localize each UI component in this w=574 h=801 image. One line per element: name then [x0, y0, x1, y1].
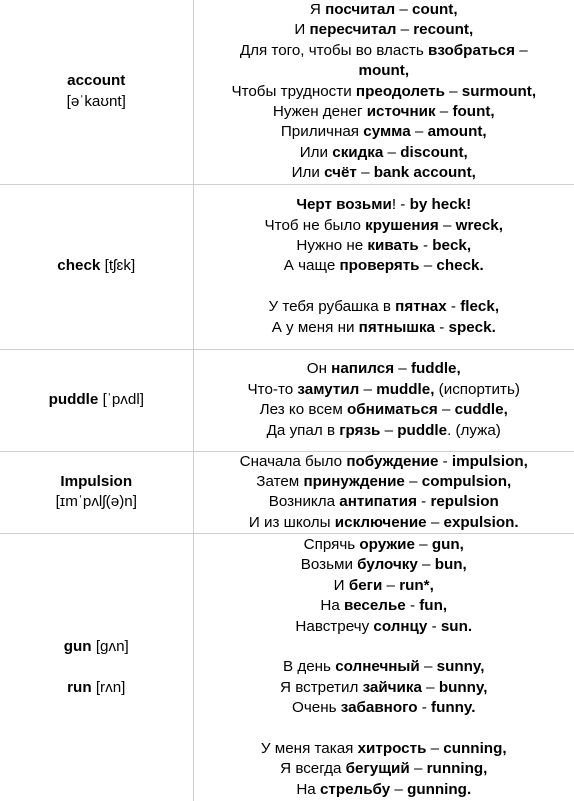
rhyme-text: –	[359, 380, 377, 398]
rhyme-keyword: солнечный	[335, 658, 420, 676]
rhyme-line	[198, 576, 571, 596]
rhyme-keyword: mount,	[358, 62, 410, 80]
rhyme-text: –	[382, 576, 400, 594]
rhyme-line	[198, 452, 571, 472]
transcription: [rʌn]	[95, 678, 126, 696]
rhyme-text: Или	[291, 164, 325, 182]
rhyme-keyword: gunning.	[407, 780, 472, 798]
rhyme-line	[198, 82, 571, 102]
rhyme-line	[198, 492, 571, 512]
rhyme-keyword: surmount,	[461, 82, 537, 100]
rhyme-text: –	[395, 1, 412, 18]
vocab-row	[0, 534, 574, 801]
rhyme-keyword: fun,	[419, 597, 448, 615]
rhyme-text: –	[435, 103, 453, 121]
rhyme-keyword: беги	[348, 576, 383, 594]
rhyme-keyword: recount,	[413, 21, 474, 39]
rhyme-keyword: by heck!	[409, 196, 472, 214]
rhyme-text: –	[394, 360, 411, 378]
headword-entry	[4, 390, 189, 410]
rhyme-line	[198, 297, 571, 317]
rhyme-line	[198, 596, 571, 616]
rhyme-text: Нужно не	[296, 237, 368, 255]
rhyme-keyword: bunny,	[438, 678, 488, 696]
rhyme-text: Он	[306, 360, 332, 378]
rhyme-keyword: сумма	[363, 123, 411, 141]
rhyme-line	[198, 61, 571, 81]
rhyme-text: Чтоб не было	[264, 216, 366, 234]
rhyme-keyword: muddle,	[376, 380, 435, 398]
headword-cell	[0, 0, 193, 184]
rhyme-text: -	[438, 452, 452, 470]
headword-entry	[4, 472, 189, 513]
rhyme-keyword: пятнышка	[358, 318, 435, 336]
rhyme-text: Я всегда	[280, 760, 346, 778]
headword-entry	[4, 678, 189, 698]
rhyme-text: -	[416, 493, 431, 511]
rhyme-text: –	[356, 164, 374, 182]
rhyme-keyword: взобраться	[428, 41, 515, 59]
rhyme-text: -	[435, 318, 449, 336]
rhyme-text: Нужен денег	[272, 103, 367, 121]
rhyme-line	[198, 472, 571, 492]
rhyme-text: Для того, чтобы во власть	[239, 41, 428, 59]
rhyme-keyword: bun,	[434, 556, 467, 574]
rhyme-text: . (лужа)	[447, 421, 501, 439]
rhyme-text: –	[426, 739, 444, 757]
rhyme-keyword: fount,	[452, 103, 495, 121]
rhyme-text: –	[417, 556, 435, 574]
rhyme-line	[198, 318, 571, 338]
headword: gun	[63, 638, 92, 656]
rhyme-line	[198, 163, 571, 183]
rhyme-text: Что-то	[247, 380, 298, 398]
headword-cell	[0, 349, 193, 451]
rhyme-keyword: забавного	[340, 699, 418, 717]
rhyme-text: –	[426, 513, 444, 531]
rhyme-text: –	[438, 216, 456, 234]
rhyme-keyword: грязь	[339, 421, 381, 439]
headword-entry	[4, 637, 189, 657]
rhyme-text: -	[417, 699, 432, 717]
rhyme-keyword: sun.	[440, 617, 473, 635]
rhyme-text: –	[396, 21, 414, 39]
headword: run	[67, 678, 92, 696]
rhyme-text: –	[390, 780, 408, 798]
rhyme-line	[198, 698, 571, 718]
rhyme-keyword: принуждение	[303, 473, 405, 491]
rhyme-text: Возьми	[300, 556, 358, 574]
vocab-row	[0, 451, 574, 534]
rhyme-line	[198, 555, 571, 575]
rhyme-keyword: compulsion,	[421, 473, 512, 491]
rhyme-text: Спрячь	[303, 535, 360, 553]
rhyme-keyword: check.	[436, 257, 484, 275]
rhyme-line	[198, 102, 571, 122]
rhyme-spacer	[198, 719, 571, 739]
rhyme-keyword: beck,	[432, 237, 472, 255]
rhyme-text: А чаще	[283, 257, 340, 275]
rhyme-keyword: замутил	[297, 380, 360, 398]
rhyme-line	[198, 256, 571, 276]
rhyme-keyword: источник	[366, 103, 436, 121]
rhyme-line	[198, 678, 571, 698]
headword-entry	[4, 256, 189, 276]
rhyme-line	[198, 195, 571, 215]
rhyme-line	[198, 400, 571, 420]
rhyme-keyword: пятнах	[395, 298, 447, 316]
rhyme-keyword: побуждение	[346, 452, 439, 470]
vocab-row	[0, 0, 574, 184]
rhyme-keyword: антипатия	[339, 493, 417, 511]
rhyme-line	[198, 20, 571, 40]
rhyme-line	[198, 143, 571, 163]
rhyme-keyword: крушения	[365, 216, 439, 234]
rhyme-spacer	[198, 637, 571, 657]
rhyme-line	[198, 41, 571, 61]
rhyme-keyword: speck.	[448, 318, 496, 336]
rhyme-line	[198, 122, 571, 142]
rhyme-text: –	[437, 401, 455, 419]
rhyme-text: (испортить)	[434, 380, 520, 398]
rhyme-text: И	[333, 576, 349, 594]
rhyme-text: –	[383, 143, 401, 161]
rhyme-text: -	[418, 237, 433, 255]
rhyme-line	[198, 0, 571, 20]
rhyme-cell	[193, 534, 574, 801]
headword: check	[57, 257, 101, 275]
headword: Impulsion	[60, 473, 133, 491]
rhyme-cell	[193, 451, 574, 534]
headword-cell	[0, 534, 193, 801]
rhyme-text: Очень	[292, 699, 341, 717]
rhyme-keyword: discount,	[400, 143, 468, 161]
rhyme-keyword: run*,	[399, 576, 434, 594]
rhyme-keyword: солнцу	[373, 617, 428, 635]
transcription: [ɪmˈpʌlʃ(ə)n]	[55, 493, 137, 511]
transcription: [ˈpʌdl]	[102, 390, 144, 408]
rhyme-keyword: оружие	[359, 535, 415, 553]
rhyme-text: –	[419, 257, 437, 275]
rhyme-text: Затем	[256, 473, 304, 491]
vocab-row	[0, 349, 574, 451]
rhyme-keyword: проверять	[339, 257, 420, 275]
rhyme-keyword: Черт возьми	[296, 196, 392, 214]
rhyme-text: Я встретил	[280, 678, 363, 696]
rhyme-keyword: посчитал	[325, 1, 396, 18]
rhyme-text: Навстречу	[295, 617, 374, 635]
rhyme-keyword: fuddle,	[410, 360, 461, 378]
rhyme-keyword: пересчитал	[309, 21, 397, 39]
rhyme-text: Да упал в	[266, 421, 340, 439]
rhyme-text: Я	[309, 1, 326, 18]
rhyme-keyword: обниматься	[347, 401, 438, 419]
rhyme-keyword: fleck,	[460, 298, 500, 316]
rhyme-keyword: sunny,	[436, 658, 485, 676]
rhyme-spacer	[198, 277, 571, 297]
rhyme-cell	[193, 184, 574, 349]
rhyme-text: У меня такая	[260, 739, 358, 757]
rhyme-text: -	[446, 298, 461, 316]
rhyme-text: Или	[299, 143, 333, 161]
rhyme-line	[198, 236, 571, 256]
rhyme-text: На	[320, 597, 345, 615]
rhyme-keyword: преодолеть	[355, 82, 445, 100]
rhyme-line	[198, 421, 571, 441]
rhyme-line	[198, 535, 571, 555]
rhyme-text: –	[409, 760, 427, 778]
rhyme-keyword: счёт	[324, 164, 357, 182]
rhyme-text: -	[405, 597, 420, 615]
vocab-row	[0, 184, 574, 349]
rhyme-keyword: puddle	[397, 421, 448, 439]
rhyme-keyword: bank account,	[373, 164, 476, 182]
rhyme-keyword: wreck,	[455, 216, 503, 234]
rhyme-text: И	[294, 21, 310, 39]
headword-cell	[0, 184, 193, 349]
rhyme-text: Возникла	[268, 493, 340, 511]
rhyme-cell	[193, 349, 574, 451]
rhyme-line	[198, 657, 571, 677]
rhyme-cell	[193, 0, 574, 184]
rhyme-keyword: кивать	[367, 237, 419, 255]
rhyme-keyword: веселье	[344, 597, 406, 615]
rhyme-line	[198, 513, 571, 533]
rhyme-text: –	[419, 658, 437, 676]
transcription: [gʌn]	[95, 638, 129, 656]
rhyme-keyword: count,	[412, 1, 458, 18]
rhyme-line	[198, 359, 571, 379]
rhyme-keyword: стрельбу	[319, 780, 391, 798]
rhyme-text: –	[414, 535, 432, 553]
rhyme-keyword: бегущий	[345, 760, 410, 778]
rhyme-keyword: хитрость	[357, 739, 427, 757]
rhyme-text: У тебя рубашка в	[268, 298, 396, 316]
rhyme-text: Лез ко всем	[259, 401, 348, 419]
rhyme-keyword: impulsion,	[451, 452, 528, 470]
rhyme-line	[198, 216, 571, 236]
rhyme-text: Приличная	[280, 123, 364, 141]
rhyme-text: -	[427, 617, 441, 635]
rhyme-keyword: repulsion	[430, 493, 499, 511]
rhyme-keyword: булочку	[357, 556, 418, 574]
headword-entry	[4, 71, 189, 112]
headword: puddle	[48, 390, 99, 408]
rhyme-text: И из школы	[248, 513, 335, 531]
rhyme-keyword: cunning,	[443, 739, 507, 757]
rhyme-text: –	[404, 473, 422, 491]
rhyme-keyword: gun,	[431, 535, 464, 553]
transcription: [əˈkaʊnt]	[66, 92, 126, 110]
rhyme-text: Сначала было	[239, 452, 347, 470]
rhyme-line	[198, 780, 571, 800]
headword-cell	[0, 451, 193, 534]
headword: account	[67, 72, 126, 90]
rhyme-text: ! -	[391, 196, 410, 214]
rhyme-text: –	[380, 421, 398, 439]
rhyme-keyword: скидка	[332, 143, 384, 161]
rhyme-line	[198, 739, 571, 759]
rhyme-keyword: cuddle,	[454, 401, 508, 419]
rhyme-line	[198, 759, 571, 779]
rhyme-text: В день	[283, 658, 336, 676]
rhyme-keyword: expulsion.	[443, 513, 519, 531]
rhyme-text: –	[444, 82, 462, 100]
rhyme-keyword: running,	[426, 760, 488, 778]
rhyme-keyword: amount,	[427, 123, 487, 141]
rhyme-keyword: зайчика	[362, 678, 422, 696]
rhyme-text: –	[421, 678, 439, 696]
rhyme-text: –	[410, 123, 428, 141]
transcription: [tʃɛk]	[104, 257, 136, 275]
rhyme-keyword: исключение	[334, 513, 427, 531]
rhyme-keyword: funny.	[431, 699, 476, 717]
rhyme-text: На	[296, 780, 320, 798]
rhyme-line	[198, 380, 571, 400]
rhyme-keyword: напился	[331, 360, 395, 378]
rhyme-line	[198, 617, 571, 637]
rhyme-text: А у меня ни	[271, 318, 359, 336]
rhyme-text: Чтобы трудности	[231, 82, 356, 100]
rhyme-text: –	[514, 41, 528, 59]
